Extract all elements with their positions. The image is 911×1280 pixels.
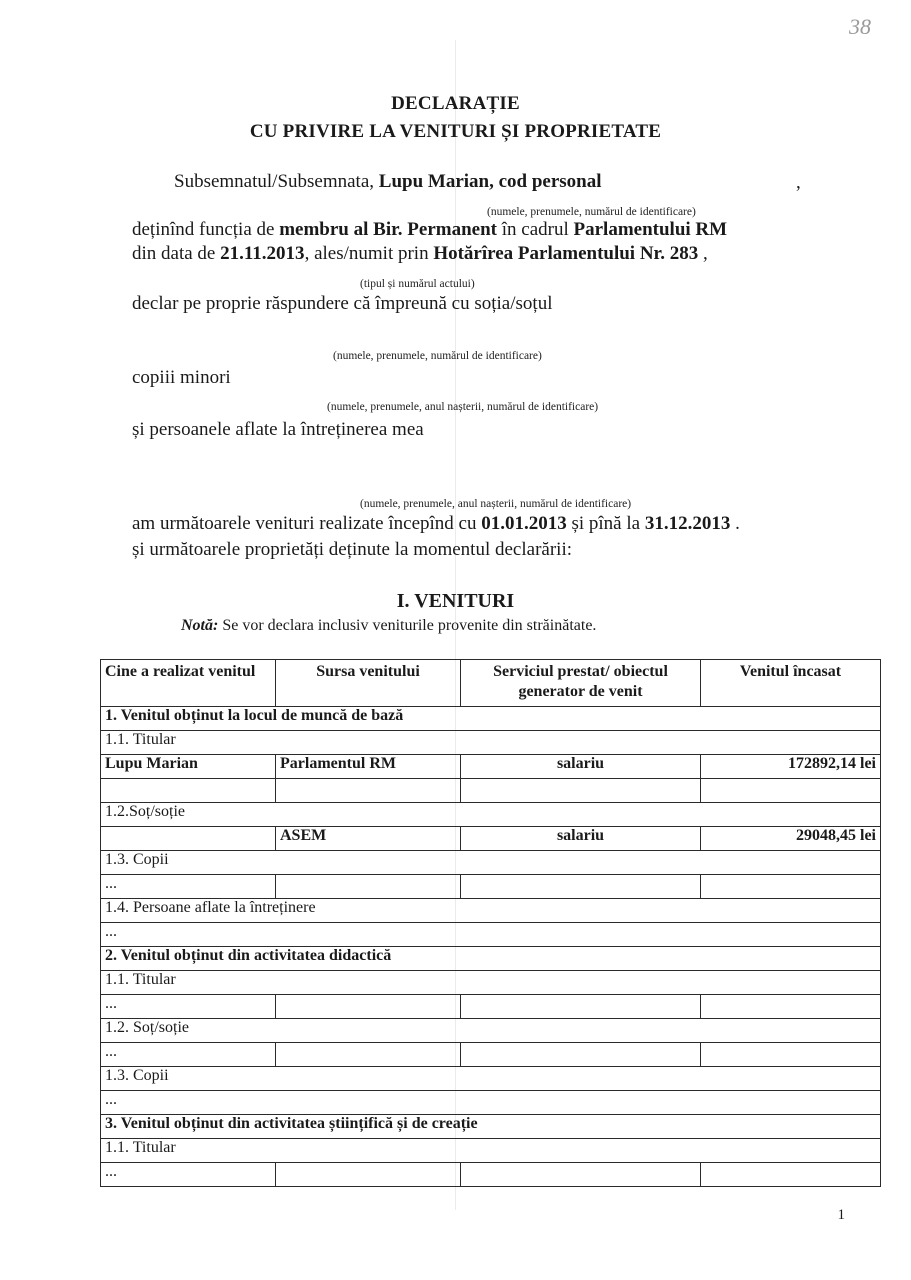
table-row xyxy=(101,1043,881,1067)
subsemnatul-label: Subsemnatul/Subsemnata, xyxy=(174,171,379,192)
cell-service: salariu xyxy=(461,755,701,779)
period-end: 31.12.2013 xyxy=(644,513,731,534)
table-row xyxy=(101,899,881,923)
function-line: deținînd funcția de membru al Bir. Permanent în cadrul Parlamentului RM xyxy=(132,219,728,240)
declarant-comma: , xyxy=(796,172,801,193)
subsection-sot: 1.2.Soț/soție xyxy=(101,803,881,827)
document-title-line1: DECLARAȚIE xyxy=(391,93,520,114)
section-row-2: 2. Venitul obținut din activitatea didactică xyxy=(101,947,881,971)
children-label: copiii minori xyxy=(132,367,231,388)
section-title-venituri: I. VENITURI xyxy=(396,590,515,612)
declarant-line xyxy=(174,171,602,193)
cell-dots: ... xyxy=(101,1163,276,1187)
cell-source: ASEM xyxy=(276,827,461,851)
subsection-copii: 1.3. Copii xyxy=(101,1067,881,1091)
appointment-act: Hotărîrea Parlamentului Nr. 283 xyxy=(433,243,699,264)
hint-dependents: (numele, prenumele, anul nașterii, numărul de identificare) xyxy=(360,498,632,510)
table-row xyxy=(101,947,881,971)
hint-spouse: (numele, prenumele, numărul de identificare) xyxy=(333,350,542,362)
table-row xyxy=(101,971,881,995)
header-who: Cine a realizat venitul xyxy=(101,660,276,707)
table-row xyxy=(101,1115,881,1139)
declarant-name-code: Lupu Marian, cod personal xyxy=(378,171,602,192)
corner-page-mark: 38 xyxy=(849,14,871,39)
subsection-copii: 1.3. Copii xyxy=(101,851,881,875)
cell-who xyxy=(101,827,276,851)
document-title-line2: CU PRIVIRE LA VENITURI ȘI PROPRIETATE xyxy=(249,121,662,142)
dependents-label: și persoanele aflate la întreținerea mea xyxy=(132,419,424,440)
table-row xyxy=(101,1139,881,1163)
table-row xyxy=(101,1091,881,1115)
table-row xyxy=(101,779,881,803)
property-line: și următoarele proprietăți deținute la momentul declarării: xyxy=(132,539,572,560)
table-row xyxy=(101,851,881,875)
subsection-titular: 1.1. Titular xyxy=(101,731,881,755)
table-row xyxy=(101,707,881,731)
note-text: Se vor declara inclusiv veniturile provenite din străinătate. xyxy=(218,617,597,634)
table-row xyxy=(101,995,881,1019)
cell-income: 29048,45 lei xyxy=(701,827,881,851)
table-row xyxy=(101,803,881,827)
period-start: 01.01.2013 xyxy=(481,513,567,534)
cell-who: Lupu Marian xyxy=(101,755,276,779)
cell-dots: ... xyxy=(101,1043,276,1067)
page-number: 1 xyxy=(837,1207,845,1223)
cell-dots: ... xyxy=(101,923,881,947)
hint-name: (numele, prenumele, numărul de identificare) xyxy=(487,206,696,218)
table-row xyxy=(101,731,881,755)
income-period-line: am următoarele venituri realizate începînd cu 01.01.2013 și pînă la 31.12.2013 . xyxy=(132,513,740,534)
table-row xyxy=(101,1019,881,1043)
cell-dots: ... xyxy=(101,995,276,1019)
subsection-titular: 1.1. Titular xyxy=(101,971,881,995)
note-label: Notă: xyxy=(181,617,219,634)
table-row xyxy=(101,755,881,779)
appointment-date: 21.11.2013 xyxy=(220,243,305,264)
table-row xyxy=(101,1163,881,1187)
table-row xyxy=(101,875,881,899)
header-income: Venitul încasat xyxy=(701,660,881,707)
table-header-row xyxy=(101,660,881,707)
institution-value: Parlamentului RM xyxy=(573,219,728,240)
section-row-3: 3. Venitul obținut din activitatea științifică și de creație xyxy=(101,1115,881,1139)
section-row-1: 1. Venitul obținut la locul de muncă de bază xyxy=(101,707,881,731)
subsection-sot: 1.2. Soț/soție xyxy=(101,1019,881,1043)
hint-children: (numele, prenumele, anul nașterii, numărul de identificare) xyxy=(327,401,599,413)
subsection-titular: 1.1. Titular xyxy=(101,1139,881,1163)
date-act-line: din data de 21.11.2013, ales/numit prin Hotărîrea Parlamentului Nr. 283 , xyxy=(132,243,708,264)
hint-act: (tipul și numărul actului) xyxy=(360,278,475,290)
subsection-persoane: 1.4. Persoane aflate la întreținere xyxy=(101,899,881,923)
header-source: Sursa venitului xyxy=(276,660,461,707)
cell-dots: ... xyxy=(101,875,276,899)
table-row xyxy=(101,827,881,851)
table-row xyxy=(101,923,881,947)
table-row xyxy=(101,1067,881,1091)
cell-dots: ... xyxy=(101,1091,881,1115)
cell-income: 172892,14 lei xyxy=(701,755,881,779)
cell-source: Parlamentul RM xyxy=(276,755,461,779)
section-note xyxy=(181,617,596,635)
function-value: membru al Bir. Permanent xyxy=(279,219,497,240)
declar-line: declar pe proprie răspundere că împreună cu soția/soțul xyxy=(132,293,553,314)
income-table xyxy=(100,659,881,1187)
header-service: Serviciul prestat/ obiectul generator de venit xyxy=(461,660,701,707)
cell-service: salariu xyxy=(461,827,701,851)
